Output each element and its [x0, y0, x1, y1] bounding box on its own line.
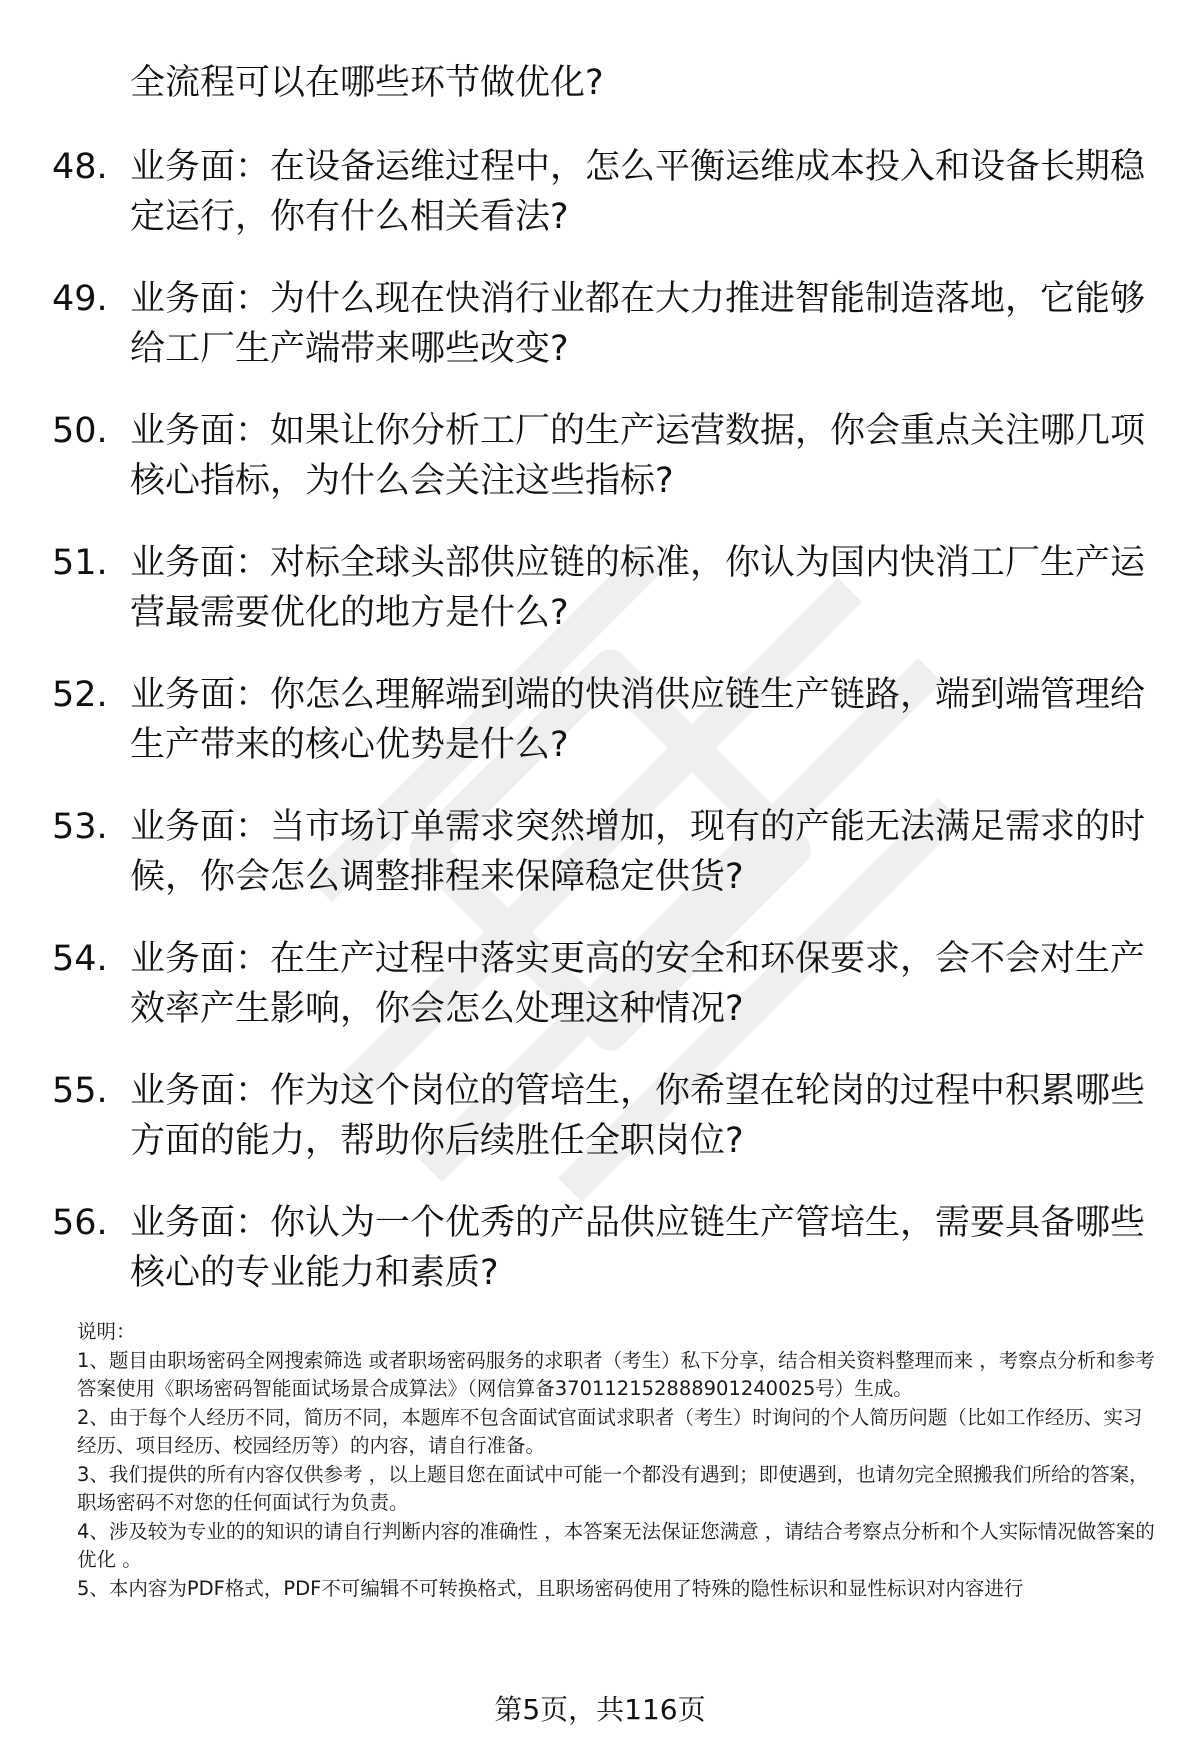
question-number: 52.: [52, 675, 108, 715]
question-number: 49.: [52, 279, 108, 319]
question-list: [0, 142, 1200, 1330]
question-text: 业务面：为什么现在快消行业都在大力推进智能制造落地，它能够给工厂生产端带来哪些改变?: [130, 279, 1146, 369]
question-item: [0, 1066, 1200, 1198]
question-number: 48.: [52, 147, 108, 187]
question-text: 业务面：在设备运维过程中，怎么平衡运维成本投入和设备长期稳定运行，你有什么相关看法?: [130, 147, 1146, 237]
question-number: 56.: [52, 1203, 108, 1243]
notes-heading: 说明：: [77, 1320, 136, 1343]
continuation-text: 全流程可以在哪些环节做优化?: [130, 63, 604, 103]
question-text: 业务面：在生产过程中落实更高的安全和环保要求，会不会对生产效率产生影响，你会怎么处理这种情况?: [130, 939, 1146, 1029]
question-item: [0, 802, 1200, 934]
question-number: 54.: [52, 939, 108, 979]
note-item: 3、我们提供的所有内容仅供参考 ，以上题目您在面试中可能一个都没有遇到；即使遇到，也请勿完全照搬我们所给的答案，职场密码不对您的任何面试行为负责。: [77, 1462, 1149, 1514]
question-item: [0, 142, 1200, 274]
note-item: 5、本内容为PDF格式，PDF不可编辑不可转换格式，且职场密码使用了特殊的隐性标识和显性标识对内容进行: [77, 1576, 1024, 1600]
note-item: 4、涉及较为专业的的知识的请自行判断内容的准确性 ，本答案无法保证您满意 ，请结合考察点分析和个人实际情况做答案的优化 。: [77, 1519, 1155, 1571]
question-number: 53.: [52, 807, 108, 847]
question-item: [0, 274, 1200, 406]
question-item: [0, 670, 1200, 802]
question-text: 业务面：当市场订单需求突然增加，现有的产能无法满足需求的时候，你会怎么调整排程来保障稳定供货?: [130, 807, 1146, 897]
question-item: [0, 538, 1200, 670]
note-item: 1、题目由职场密码全网搜索筛选 或者职场密码服务的求职者（考生）私下分享，结合相关资料整理而来 ，考察点分析和参考答案使用《职场密码智能面试场景合成算法》（网信算备370112152888901240025号）生成。: [77, 1348, 1155, 1400]
question-item: [0, 406, 1200, 538]
question-text: 业务面：你认为一个优秀的产品供应链生产管培生，需要具备哪些核心的专业能力和素质?: [130, 1203, 1146, 1293]
question-number: 55.: [52, 1071, 108, 1111]
page-number: 第5页，共116页: [494, 1693, 706, 1726]
question-number: 51.: [52, 543, 108, 583]
note-item: 2、由于每个人经历不同，简历不同，本题库不包含面试官面试求职者（考生）时询问的个人简历问题（比如工作经历、实习经历、项目经历、校园经历等）的内容，请自行准备。: [77, 1405, 1143, 1457]
question-item: [0, 934, 1200, 1066]
question-number: 50.: [52, 411, 108, 451]
notes-section: [77, 1318, 1157, 1603]
question-text: 业务面：对标全球头部供应链的标准，你认为国内快消工厂生产运营最需要优化的地方是什么?: [130, 543, 1146, 633]
question-text: 业务面：如果让你分析工厂的生产运营数据，你会重点关注哪几项核心指标，为什么会关注这些指标?: [130, 411, 1146, 501]
question-text: 业务面：作为这个岗位的管培生，你希望在轮岗的过程中积累哪些方面的能力，帮助你后续胜任全职岗位?: [130, 1071, 1146, 1161]
question-item: [0, 1198, 1200, 1330]
question-text: 业务面：你怎么理解端到端的快消供应链生产链路，端到端管理给生产带来的核心优势是什么?: [130, 675, 1146, 765]
